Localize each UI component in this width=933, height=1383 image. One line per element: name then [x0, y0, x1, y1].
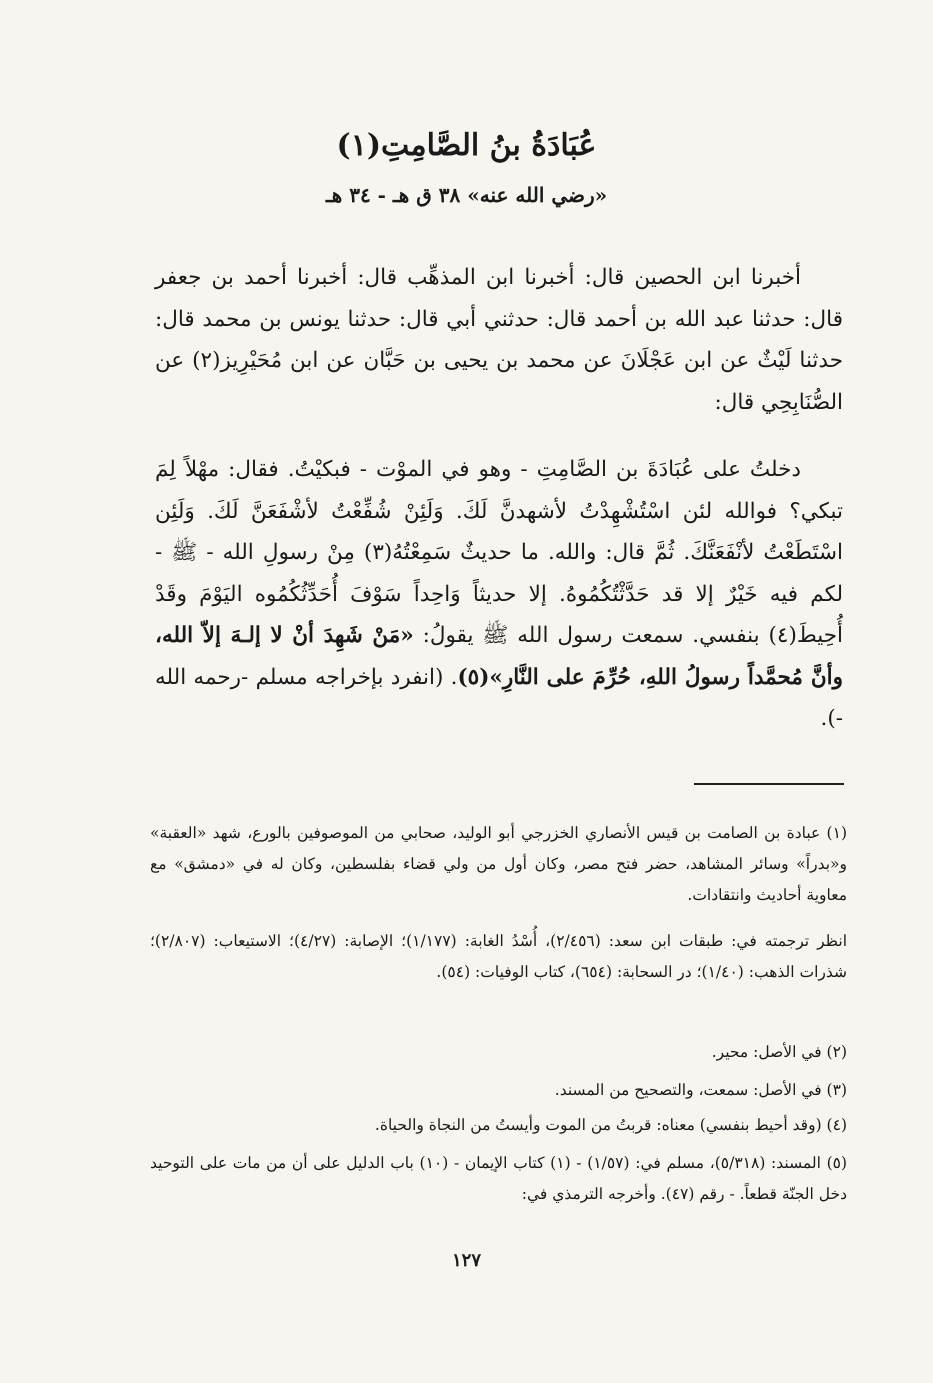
footnote-4: (٤) (وقد أحيط بنفسي) معناه: قربتُ من الموت وأيستُ من النجاة والحياة.	[374, 1116, 847, 1134]
footnote-5: (٥) المسند: (٥/٣١٨)، مسلم في: (١/٥٧) - (١) كتاب الإيمان - (١٠) باب الدليل على أن من مات على التوحيد دخل الجنّة قطعاً. - رقم (٤٧). وأخرجه الترمذي في:	[150, 1154, 848, 1203]
footnote-2: (٢) في الأصل: محير.	[711, 1043, 847, 1061]
footnote-1: (١) عبادة بن الصامت بن قيس الأنصاري الخزرجي أبو الوليد، صحابي من الموصوفين بالورع، شهد «العقبة» و«بدراً» وسائر المشاهد، حضر فتح مصر، وكان أول من ولي قضاء بفلسطين، وكان له في «دمشق» مع معاوية أحاديث وانتقادات.	[150, 824, 847, 904]
hadith-paragraph	[155, 449, 843, 740]
hadith-source: . (انفرد بإخراجه مسلم -رحمه الله -).	[155, 664, 843, 731]
page-number: ١٢٧	[451, 1250, 481, 1271]
isnad-paragraph: أخبرنا ابن الحصين قال: أخبرنا ابن المذهِّب قال: أخبرنا أحمد بن جعفر قال: حدثنا عبد الله بن أحمد قال: حدثني أبي قال: حدثنا يونس بن محمد قال: حدثنا لَيْثٌ عن ابن عَجْلَانَ عن محمد بن يحيى بن حَبَّان عن ابن مُحَيْرِيز(٢) عن الصُّنَابِحِي قال:	[155, 265, 843, 415]
page-title: عُبَادَةُ بنُ الصَّامِتِ(١)	[336, 128, 597, 163]
footnote-1-references: انظر ترجمته في: طبقات ابن سعد: (٢/٤٥٦)، أُسْدُ الغابة: (١/١٧٧)؛ الإصابة: (٤/٢٧)؛ الاستيعاب: (٢/٨٠٧)؛ شذرات الذهب: (١/٤٠)؛ در السحابة: (٦٥٤)، كتاب الوفيات: (٥٤).	[150, 932, 847, 981]
footnote-3: (٣) في الأصل: سمعت، والتصحيح من المسند.	[554, 1081, 847, 1099]
footnote-divider	[694, 783, 844, 785]
hadith-quote: «مَنْ شَهِدَ أنْ لا إلـهَ إلاّ الله، وأنَّ مُحمَّداً رسولُ اللهِ، حُرِّمَ على النَّارِ»(٥)	[155, 623, 844, 690]
hadith-text: دخلتُ على عُبَادَةَ بن الصَّامِتِ - وهو في الموْت - فبكيْتُ. فقال: مهْلاً لِمَ تبكي؟ فوالله لئن اسْتُشْهِدْتُ لأشهدنَّ لَكَ. وَلَئِنْ شُفِّعْتُ لأشْفَعَنَّ لَكَ. وَلَئِن اسْتَطَعْتُ لأنْفَعَنَّكَ. ثُمَّ قال: والله. ما حديثٌ سَمِعْتُهُ(٣) مِنْ رسولِ الله - ﷺ - لكم فيه خَيْرٌ إلا قد حَدَّثْتُكُمُوهُ. إلا حديثاً وَاحِداً سَوْفَ أُحَدِّثُكُمُوه اليَوْمَ وقَدْ أُحِيطَ(٤) بنفسي. سمعت رسول الله ﷺ يقولُ:	[155, 457, 844, 648]
page-subtitle: «رضي الله عنه» ٣٨ ق هـ - ٣٤ هـ	[325, 183, 608, 207]
